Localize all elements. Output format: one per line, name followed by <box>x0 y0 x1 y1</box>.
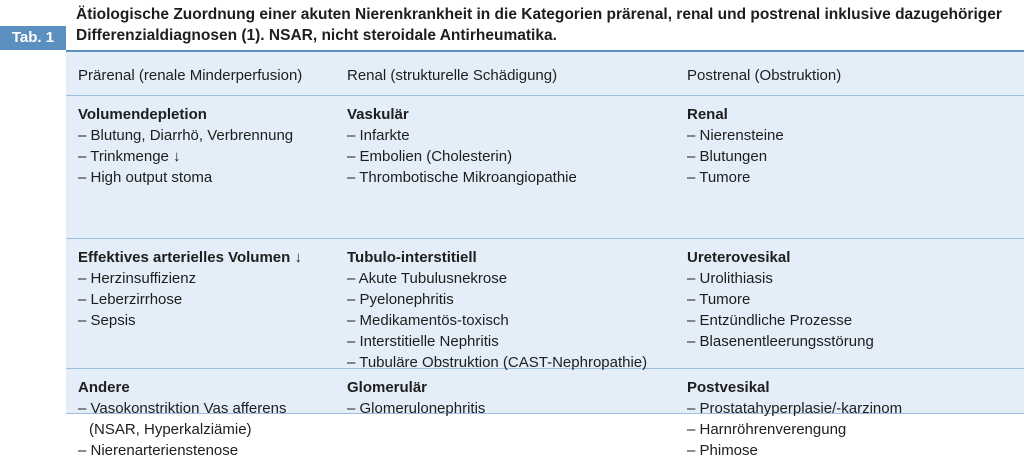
cell-item: – Leberzirrhose <box>78 291 183 308</box>
header-prerenal: Prärenal (renale Minderperfusion) <box>78 67 303 84</box>
cell-item: – Harnröhrenverengung <box>687 421 847 438</box>
cell-item: – Blutung, Diarrhö, Verbrennung <box>78 127 294 144</box>
cell-item: – Herzinsuffizienz <box>78 270 197 287</box>
cell-item: – Tumore <box>687 291 751 308</box>
cell-item: – Infarkte <box>347 127 410 144</box>
table-row <box>66 369 1024 459</box>
cell-item: – Vasokonstriktion Vas afferens <box>78 400 287 417</box>
cell-item: – Blutungen <box>687 148 768 165</box>
cell-title: Ureterovesikal <box>687 249 791 266</box>
header-renal: Renal (strukturelle Schädigung) <box>347 67 558 84</box>
table-caption: Ätiologische Zuordnung einer akuten Nierenkrankheit in die Kategorien prärenal, renal und postrenal inklusive dazugehöriger Differenzialdiagnosen (1). NSAR, nicht steroidale Antirheumatika. <box>76 6 1002 44</box>
cell-item: – Nierensteine <box>687 127 784 144</box>
cell-item: – Urolithiasis <box>687 270 773 287</box>
cell-title: Renal <box>687 106 728 123</box>
cell-title: Postvesikal <box>687 379 770 396</box>
cell-item: – Thrombotische Mikroangiopathie <box>347 169 577 186</box>
cell-item: – Blasenentleerungsstörung <box>687 333 874 350</box>
cell-renal <box>347 247 677 373</box>
table-header-row <box>66 50 1024 96</box>
cell-item: – Sepsis <box>78 312 136 329</box>
cell-title: Vaskulär <box>347 106 409 123</box>
cell-title: Glomerulär <box>347 379 428 396</box>
cell-title: Tubulo-interstitiell <box>347 249 477 266</box>
cell-renal <box>347 377 677 419</box>
cell-item: – Prostatahyperplasie/-karzinom <box>687 400 903 417</box>
cell-postrenal <box>687 377 1017 461</box>
etiology-table <box>66 50 1024 459</box>
cell-item: – Tumore <box>687 169 751 186</box>
cell-prerenal <box>78 377 338 461</box>
table-number-label: Tab. 1 <box>0 26 66 50</box>
cell-prerenal <box>78 104 338 188</box>
cell-title: Andere <box>78 379 130 396</box>
cell-renal <box>347 104 677 188</box>
cell-prerenal <box>78 247 338 331</box>
cell-item: – Embolien (Cholesterin) <box>347 148 513 165</box>
cell-item: – Tubuläre Obstruktion (CAST-Nephropathie) <box>347 354 648 371</box>
table-row <box>66 96 1024 239</box>
cell-item: – Akute Tubulusnekrose <box>347 270 508 287</box>
cell-item: – Phimose <box>687 442 758 459</box>
cell-item: – Interstitielle Nephritis <box>347 333 499 350</box>
cell-title: Effektives arterielles Volumen ↓ <box>78 249 302 266</box>
cell-postrenal <box>687 104 1017 188</box>
cell-item: – Glomerulonephritis <box>347 400 486 417</box>
cell-item: (NSAR, Hyperkalziämie) <box>89 421 252 438</box>
cell-title: Volumendepletion <box>78 106 207 123</box>
cell-item: – Nierenarterienstenose <box>78 442 239 459</box>
cell-item: – Trinkmenge ↓ <box>78 148 181 165</box>
header-postrenal: Postrenal (Obstruktion) <box>687 67 842 84</box>
cell-postrenal <box>687 247 1017 352</box>
cell-item: – Medikamentös-toxisch <box>347 312 509 329</box>
cell-item: – Entzündliche Prozesse <box>687 312 853 329</box>
table-row <box>66 239 1024 369</box>
cell-item: – Pyelonephritis <box>347 291 454 308</box>
cell-item: – High output stoma <box>78 169 213 186</box>
